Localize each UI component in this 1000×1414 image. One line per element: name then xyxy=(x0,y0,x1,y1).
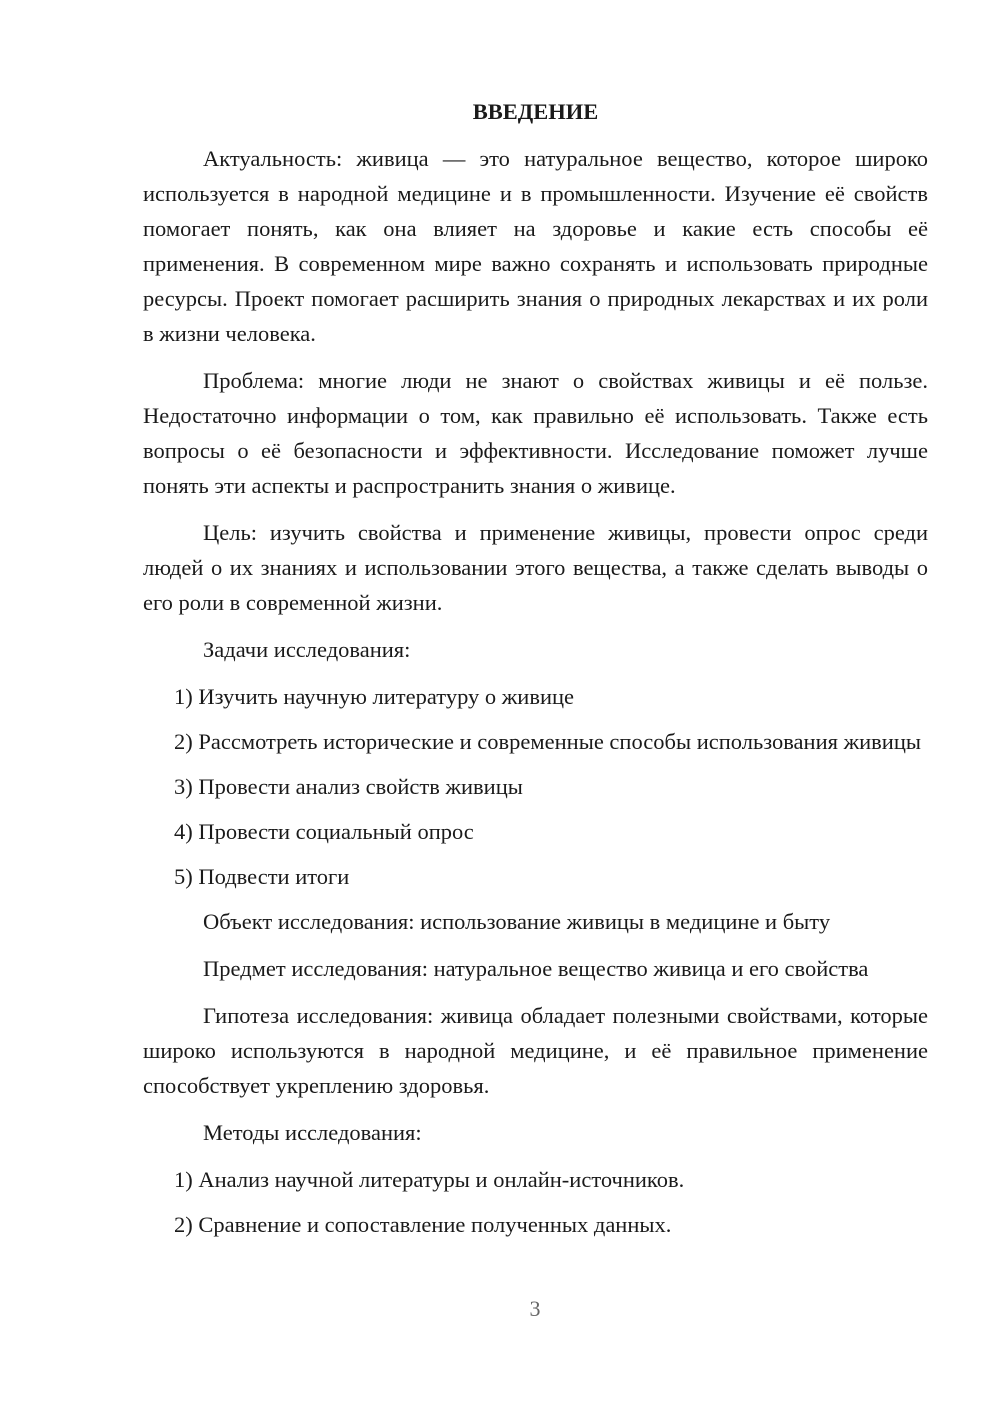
relevance-paragraph: Актуальность: живица — это натуральное вещество, которое широко используется в народной медицине и в промышленности. Изучение её свойств помогает понять, как она влияет на здоровье и какие есть способы её применения. В современном мире важно сохранять и использовать природные ресурсы. Проект помогает расширить знания о природных лекарствах и их роли в жизни человека. xyxy=(143,146,928,346)
method-item: 2) Сравнение и сопоставление полученных данных. xyxy=(174,1212,672,1237)
problem-paragraph: Проблема: многие люди не знают о свойствах живицы и её пользе. Недостаточно информации о том, как правильно её использовать. Также есть вопросы о её безопасности и эффективности. Исследование поможет лучше понять эти аспекты и распространить знания о живице. xyxy=(143,368,928,498)
task-item: 1) Изучить научную литературу о живице xyxy=(174,684,575,709)
hypothesis-paragraph: Гипотеза исследования: живица обладает полезными свойствами, которые широко используются в народной медицине, и её правильное применение способствует укреплению здоровья. xyxy=(143,1003,928,1098)
method-item: 1) Анализ научной литературы и онлайн-источников. xyxy=(174,1167,685,1192)
tasks-heading: Задачи исследования: xyxy=(203,637,411,662)
page-number: 3 xyxy=(529,1296,541,1321)
section-title: ВВЕДЕНИЕ xyxy=(472,99,599,124)
subject-paragraph: Предмет исследования: натуральное вещество живица и его свойства xyxy=(203,956,869,981)
task-item: 4) Провести социальный опрос xyxy=(174,819,474,844)
goal-paragraph: Цель: изучить свойства и применение живицы, провести опрос среди людей о их знаниях и использовании этого вещества, а также сделать выводы о его роли в современной жизни. xyxy=(143,520,928,615)
task-item: 2) Рассмотреть исторические и современные способы использования живицы xyxy=(174,729,921,754)
methods-heading: Методы исследования: xyxy=(203,1120,422,1145)
task-item: 3) Провести анализ свойств живицы xyxy=(174,774,523,799)
task-item: 5) Подвести итоги xyxy=(174,864,350,889)
document-page xyxy=(143,94,928,1252)
object-paragraph: Объект исследования: использование живицы в медицине и быту xyxy=(203,909,831,934)
